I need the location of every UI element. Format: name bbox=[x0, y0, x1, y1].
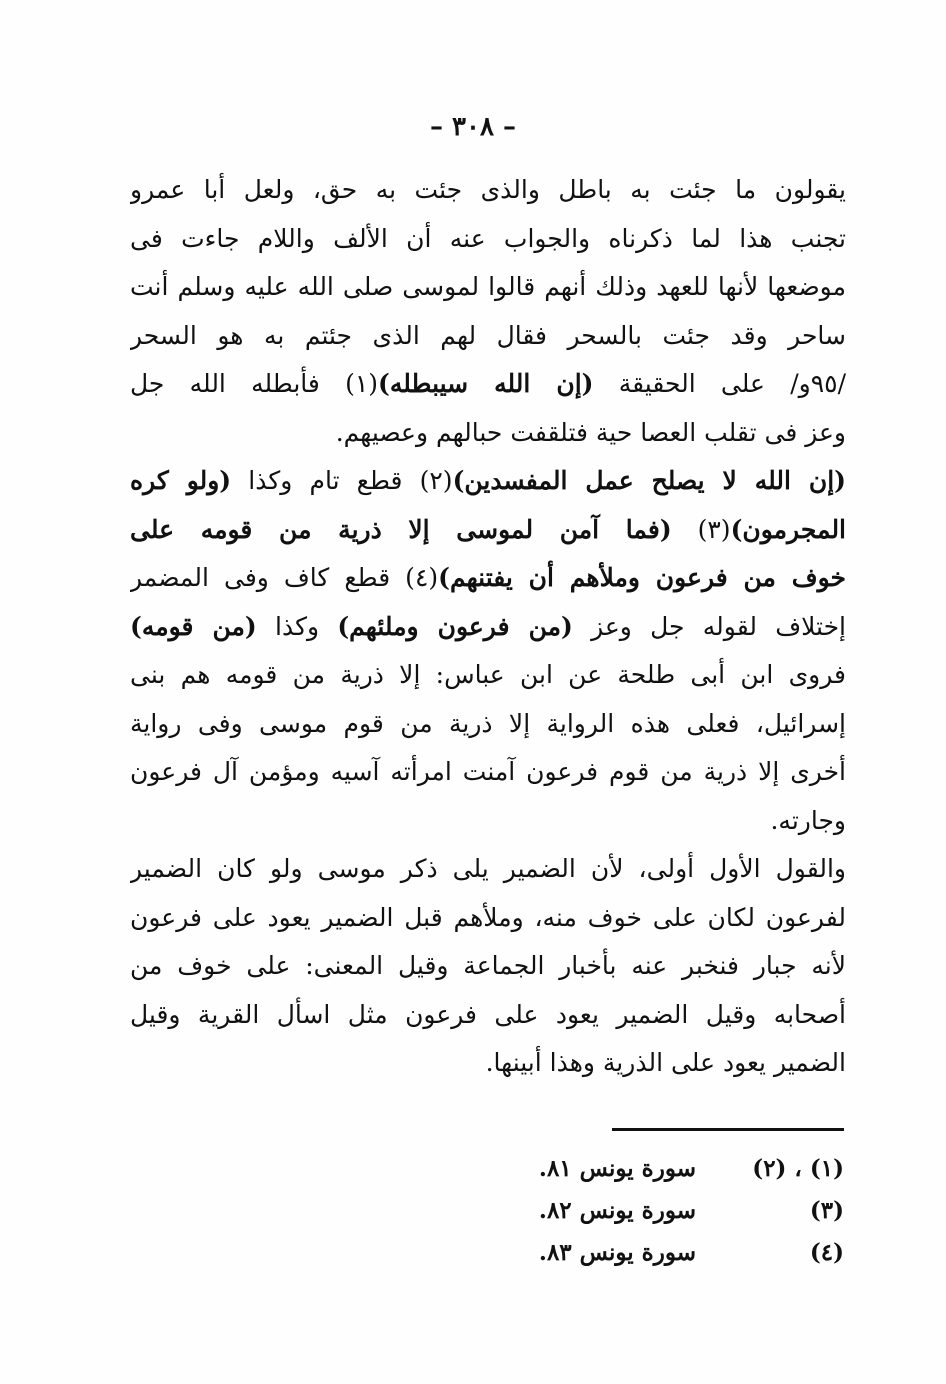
footnote-number: (٤) bbox=[809, 1239, 844, 1266]
text-span: موضعها لأنها للعهد وذلك أنهم قالوا لموسى صلى الله عليه وسلم أنت bbox=[130, 272, 846, 301]
footnote-number: (٣) bbox=[809, 1197, 844, 1224]
text-line bbox=[130, 263, 846, 312]
text-span: إسرائيل، فعلى هذه الرواية إلا ذرية من قوم موسى وفى رواية bbox=[130, 708, 846, 738]
text-span: الضمير يعود على الذرية وهذا أبينها. bbox=[485, 1048, 846, 1077]
text-span: لأنه جبار فنخبر عنه بأخبار الجماعة وقيل المعنى: على خوف من bbox=[130, 951, 846, 980]
text-span: يقولون ما جئت به باطل والذى جئت به حق، ولعل أبا عمرو bbox=[130, 175, 846, 204]
footnote-text: سورة يونس ٨٢. bbox=[538, 1197, 696, 1224]
footnote-divider bbox=[612, 1128, 844, 1131]
quran-quote: (إن الله سيبطله) bbox=[378, 369, 594, 398]
text-line bbox=[130, 360, 846, 409]
text-span: والقول الأول أولى، لأن الضمير يلى ذكر موسى ولو كان الضمير bbox=[130, 854, 846, 883]
text-line bbox=[130, 166, 846, 215]
footnote-number: (١) ، (٢) bbox=[752, 1155, 844, 1182]
text-line bbox=[130, 554, 846, 603]
quran-quote: (من قومه) bbox=[130, 611, 257, 641]
footnote bbox=[400, 1148, 844, 1190]
text-line bbox=[130, 942, 846, 991]
text-span: وكذا bbox=[256, 611, 338, 641]
quran-quote: (ولو كره bbox=[130, 466, 232, 495]
text-span: أصحابه وقيل الضمير يعود على فرعون مثل اسأل القرية وقيل bbox=[130, 999, 846, 1029]
text-span: وعز فى تقلب العصا حية فتلقفت حبالهم وعصيهم. bbox=[335, 417, 846, 447]
footnote-text: سورة يونس ٨٣. bbox=[538, 1239, 696, 1266]
text-line bbox=[130, 748, 846, 797]
text-span: أخرى إلا ذرية من قوم فرعون آمنت امرأته آسيه ومؤمن آل فرعون bbox=[130, 757, 846, 786]
text-line bbox=[130, 312, 846, 361]
quran-quote: (من فرعون وملئهم) bbox=[337, 611, 573, 641]
quran-quote: خوف من فرعون وملأهم أن يفتنهم) bbox=[438, 563, 846, 592]
text-span: (٢) قطع تام وكذا bbox=[231, 466, 453, 495]
body-text bbox=[130, 166, 846, 1088]
text-line bbox=[130, 457, 846, 506]
text-span: لفرعون لكان على خوف منه، وملأهم قبل الضمير يعود على فرعون bbox=[130, 902, 846, 932]
text-span: تجنب هذا لما ذكرناه والجواب عنه أن الألف واللام جاءت فى bbox=[130, 223, 846, 253]
text-line bbox=[130, 845, 846, 894]
text-span: (٣) bbox=[671, 514, 731, 544]
text-line bbox=[130, 1039, 846, 1088]
text-span: إختلاف لقوله جل وعز bbox=[572, 611, 846, 641]
text-span: وجارته. bbox=[770, 805, 846, 835]
footnote-text: سورة يونس ٨١. bbox=[538, 1155, 696, 1182]
text-line bbox=[130, 409, 846, 458]
footnote bbox=[400, 1232, 844, 1274]
footnote bbox=[400, 1190, 844, 1232]
text-span: ساحر وقد جئت بالسحر فقال لهم الذى جئتم به هو السحر bbox=[130, 320, 846, 350]
text-line bbox=[130, 603, 846, 652]
text-line bbox=[130, 797, 846, 846]
text-line bbox=[130, 894, 846, 943]
page-number: – ٣٠٨ – bbox=[429, 112, 517, 142]
text-line bbox=[130, 700, 846, 749]
text-span: فروى ابن أبى طلحة عن ابن عباس: إلا ذرية من قومه هم بنى bbox=[130, 660, 846, 689]
text-span: (١) فأبطله الله جل bbox=[130, 369, 379, 398]
footnotes bbox=[400, 1148, 844, 1274]
quran-quote: (إن الله لا يصلح عمل المفسدين) bbox=[452, 466, 846, 495]
text-line bbox=[130, 991, 846, 1040]
text-line bbox=[130, 215, 846, 264]
quran-quote: (فما آمن لموسى إلا ذرية من قومه على bbox=[130, 514, 672, 544]
text-line bbox=[130, 506, 846, 555]
quran-quote: المجرمون) bbox=[730, 514, 846, 544]
text-span: (٤) قطع كاف وفى المضمر bbox=[130, 563, 439, 592]
text-span: /٩٥و/ على الحقيقة bbox=[593, 369, 846, 398]
text-line bbox=[130, 651, 846, 700]
